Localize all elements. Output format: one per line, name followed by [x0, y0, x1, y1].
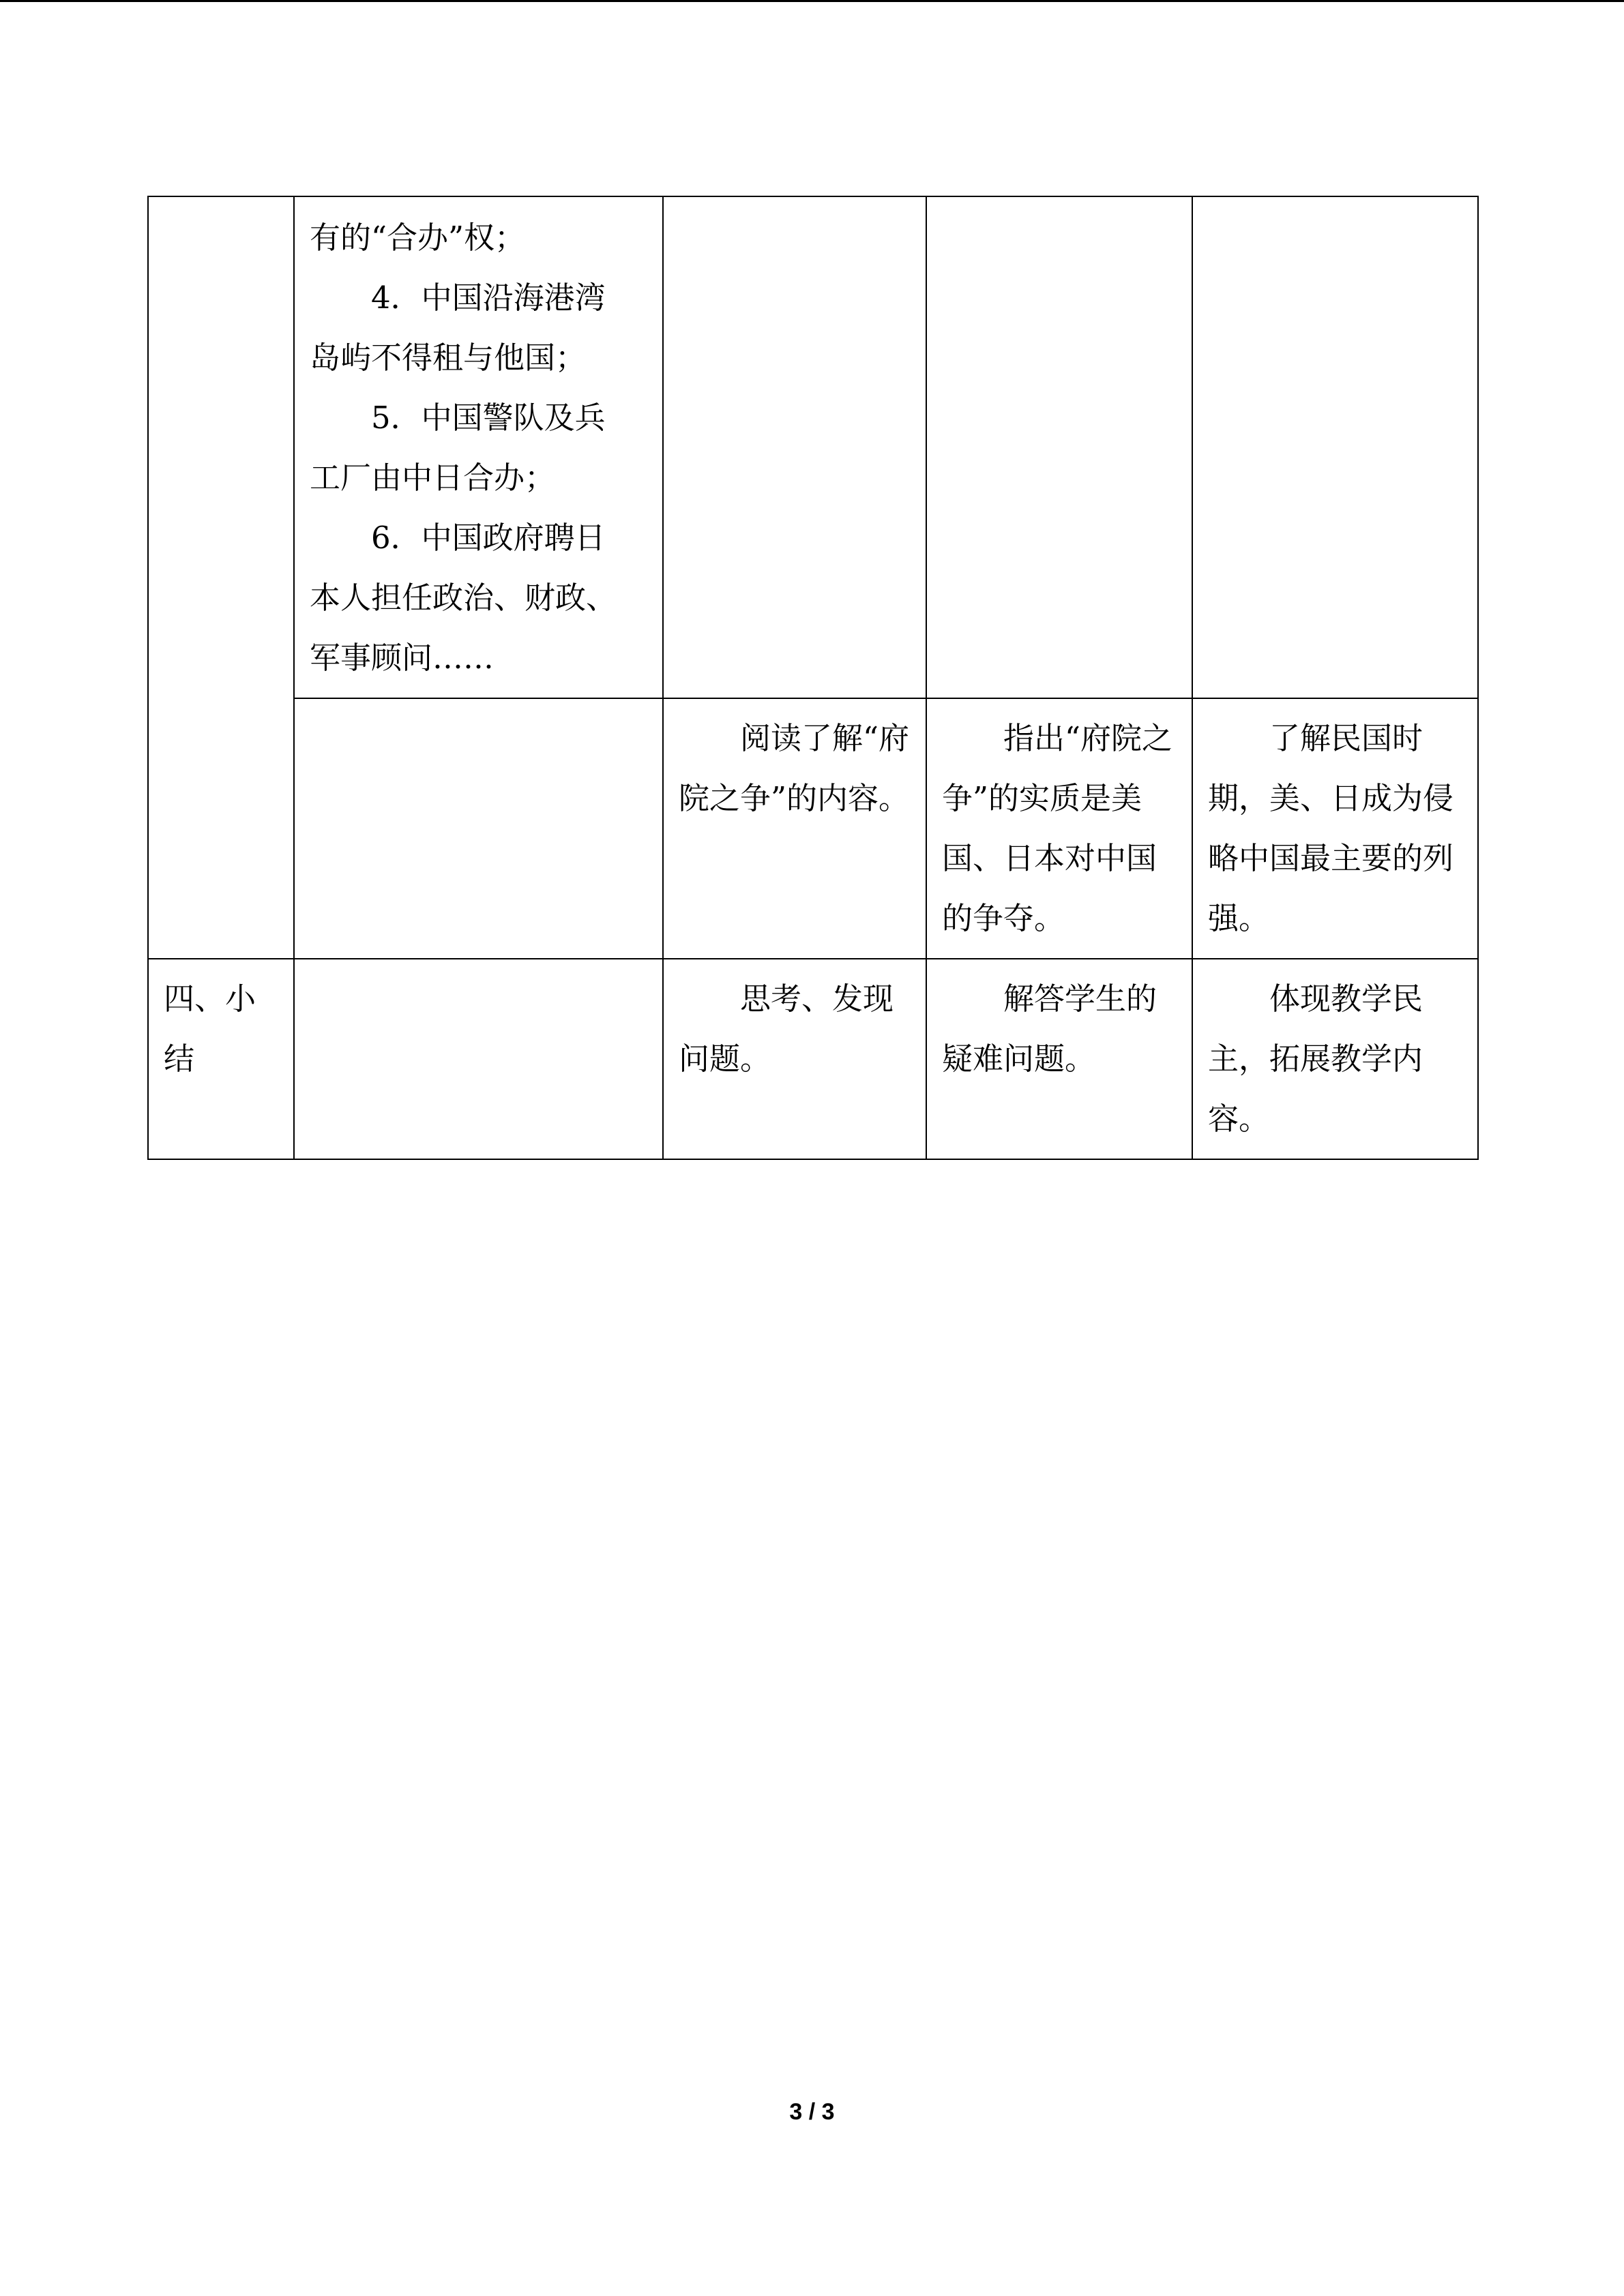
section-title: 四、小结	[164, 981, 256, 1077]
student-activity-text: 阅读了解“府院之争”的内容。	[679, 720, 910, 816]
top-border-line	[0, 0, 1624, 2]
content-line: 有的“合办”权；	[310, 220, 526, 256]
teacher-activity-cell	[926, 959, 1192, 1159]
content-line: 4．中国沿海港湾	[371, 280, 606, 316]
student-activity-text: 思考、发现问题。	[679, 981, 894, 1077]
student-activity-cell	[663, 698, 926, 959]
student-activity-cell	[663, 959, 926, 1159]
content-line: 6．中国政府聘日	[371, 520, 606, 556]
lesson-plan-table	[147, 196, 1479, 1160]
teacher-activity-cell	[926, 698, 1192, 959]
table-row	[148, 698, 1478, 959]
teacher-activity-cell	[926, 196, 1192, 698]
content-line: 岛屿不得租与他国；	[310, 340, 587, 376]
table-row	[148, 196, 1478, 698]
section-cell-empty	[148, 196, 294, 959]
design-intent-cell	[1192, 959, 1478, 1159]
section-cell	[148, 959, 294, 1159]
design-intent-text: 体现教学民主，拓展教学内容。	[1208, 981, 1423, 1137]
table-row	[148, 959, 1478, 1159]
student-activity-cell	[663, 196, 926, 698]
design-intent-cell	[1192, 698, 1478, 959]
content-cell	[294, 959, 663, 1159]
teacher-activity-text: 解答学生的疑难问题。	[942, 981, 1157, 1077]
content-cell	[294, 698, 663, 959]
content-cell	[294, 196, 663, 698]
page-number: 3 / 3	[789, 2099, 835, 2125]
content-line: 本人担任政治、财政、	[310, 580, 617, 616]
content-line: 5．中国警队及兵	[371, 400, 606, 436]
content-line: 工厂由中日合办；	[310, 460, 556, 496]
content-line: 军事顾问……	[310, 640, 494, 676]
design-intent-text: 了解民国时期，美、日成为侵略中国最主要的列强。	[1208, 720, 1454, 936]
design-intent-cell	[1192, 196, 1478, 698]
teacher-activity-text: 指出“府院之争”的实质是美国、日本对中国的争夺。	[942, 720, 1173, 936]
